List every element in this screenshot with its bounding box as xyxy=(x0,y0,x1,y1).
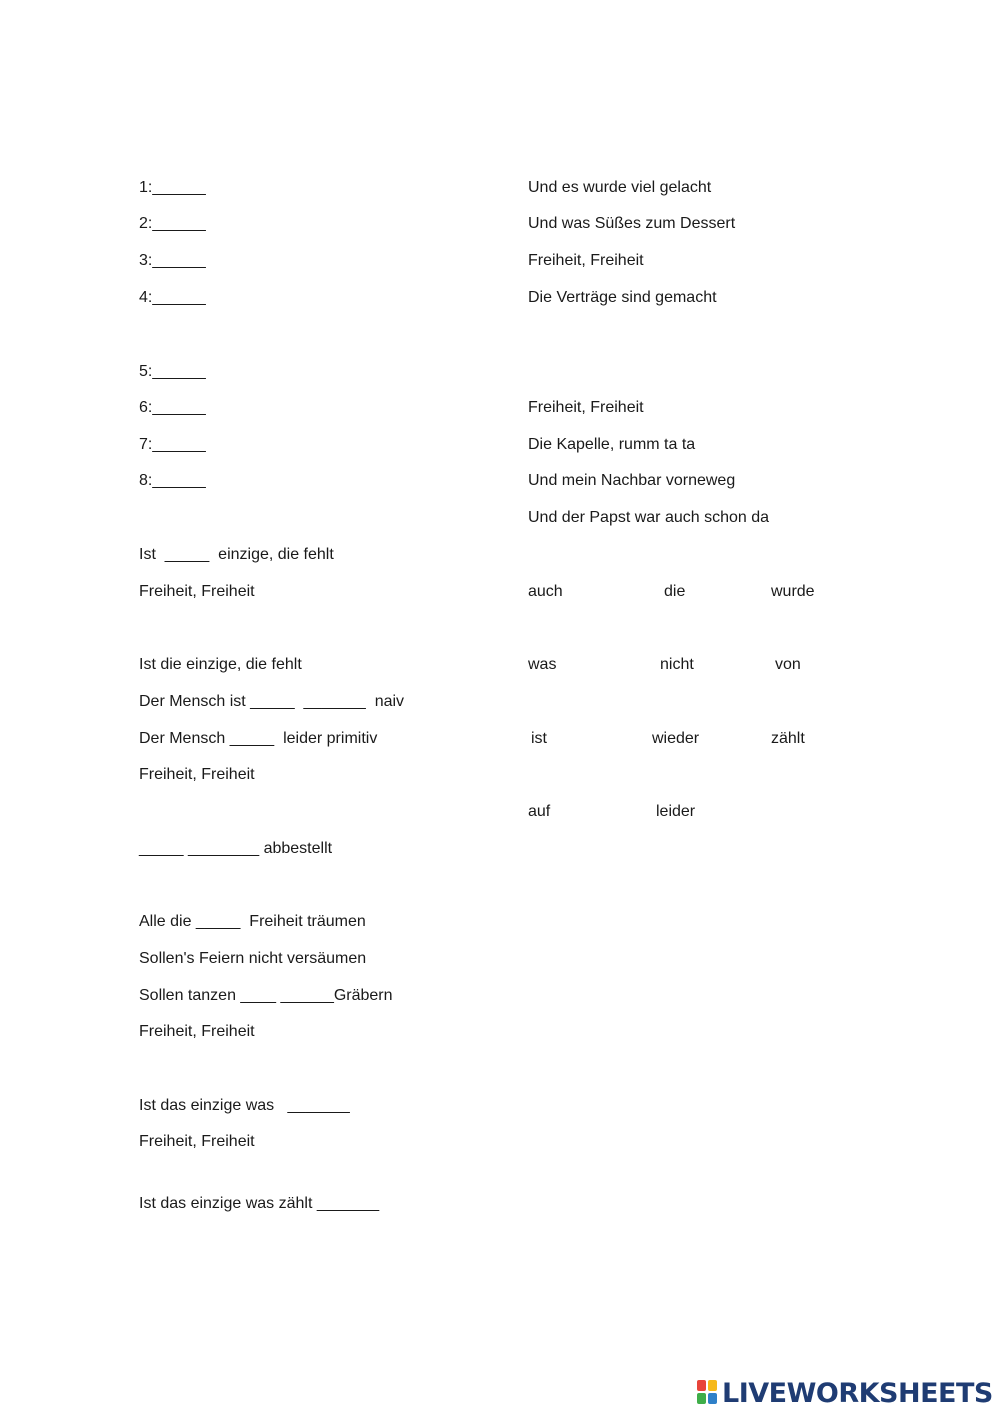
right-line-1: Und es wurde viel gelacht xyxy=(528,179,712,196)
lyric-line-7: 7:______ xyxy=(139,436,206,453)
right-line-6: Die Kapelle, rumm ta ta xyxy=(528,436,696,453)
lyric-line-19: Freiheit, Freiheit xyxy=(139,1023,255,1040)
lyric-line-15: _____ ________ abbestellt xyxy=(139,840,333,857)
lyric-line-9: Ist _____ einzige, die fehlt xyxy=(139,546,334,563)
word-bank-item: die xyxy=(664,583,686,600)
lyric-line-21: Freiheit, Freiheit xyxy=(139,1133,255,1150)
right-line-3: Freiheit, Freiheit xyxy=(528,252,644,269)
lyric-line-22: Ist das einzige was zählt _______ xyxy=(139,1195,380,1212)
right-line-8: Und der Papst war auch schon da xyxy=(528,509,770,526)
word-bank-item: wurde xyxy=(771,583,815,600)
lyric-line-8: 8:______ xyxy=(139,472,206,489)
word-bank-item: was xyxy=(528,656,557,673)
lyric-line-3: 3:______ xyxy=(139,252,206,269)
word-bank-item: auf xyxy=(528,803,551,820)
word-bank-item: von xyxy=(775,656,801,673)
lyric-line-1: 1:______ xyxy=(139,179,206,196)
lyric-line-16: Alle die _____ Freiheit träumen xyxy=(139,913,366,930)
lyric-line-20: Ist das einzige was _______ xyxy=(139,1097,350,1114)
logo-mark-icon xyxy=(697,1380,719,1406)
word-bank-item: nicht xyxy=(660,656,694,673)
word-bank-item: leider xyxy=(656,803,696,820)
word-bank-item: wieder xyxy=(652,730,700,747)
word-bank-item: auch xyxy=(528,583,563,600)
lyric-line-11: Ist die einzige, die fehlt xyxy=(139,656,302,673)
lyric-line-4: 4:______ xyxy=(139,289,206,306)
lyric-line-17: Sollen's Feiern nicht versäumen xyxy=(139,950,367,967)
liveworksheets-logo xyxy=(697,1378,993,1408)
right-line-7: Und mein Nachbar vorneweg xyxy=(528,472,736,489)
lyric-line-2: 2:______ xyxy=(139,215,206,232)
word-bank-item: zählt xyxy=(771,730,805,747)
right-line-2: Und was Süßes zum Dessert xyxy=(528,215,736,232)
right-line-5: Freiheit, Freiheit xyxy=(528,399,644,416)
logo-text: LIVEWORKSHEETS xyxy=(722,1377,993,1409)
lyric-line-5: 5:______ xyxy=(139,363,206,380)
word-bank-item: ist xyxy=(531,730,547,747)
lyric-line-18: Sollen tanzen ____ ______Gräbern xyxy=(139,987,393,1004)
lyric-line-14: Freiheit, Freiheit xyxy=(139,766,255,783)
right-line-4: Die Verträge sind gemacht xyxy=(528,289,717,306)
lyric-line-12: Der Mensch ist _____ _______ naiv xyxy=(139,693,405,710)
lyric-line-13: Der Mensch _____ leider primitiv xyxy=(139,730,378,747)
lyric-line-6: 6:______ xyxy=(139,399,206,416)
lyric-line-10: Freiheit, Freiheit xyxy=(139,583,255,600)
